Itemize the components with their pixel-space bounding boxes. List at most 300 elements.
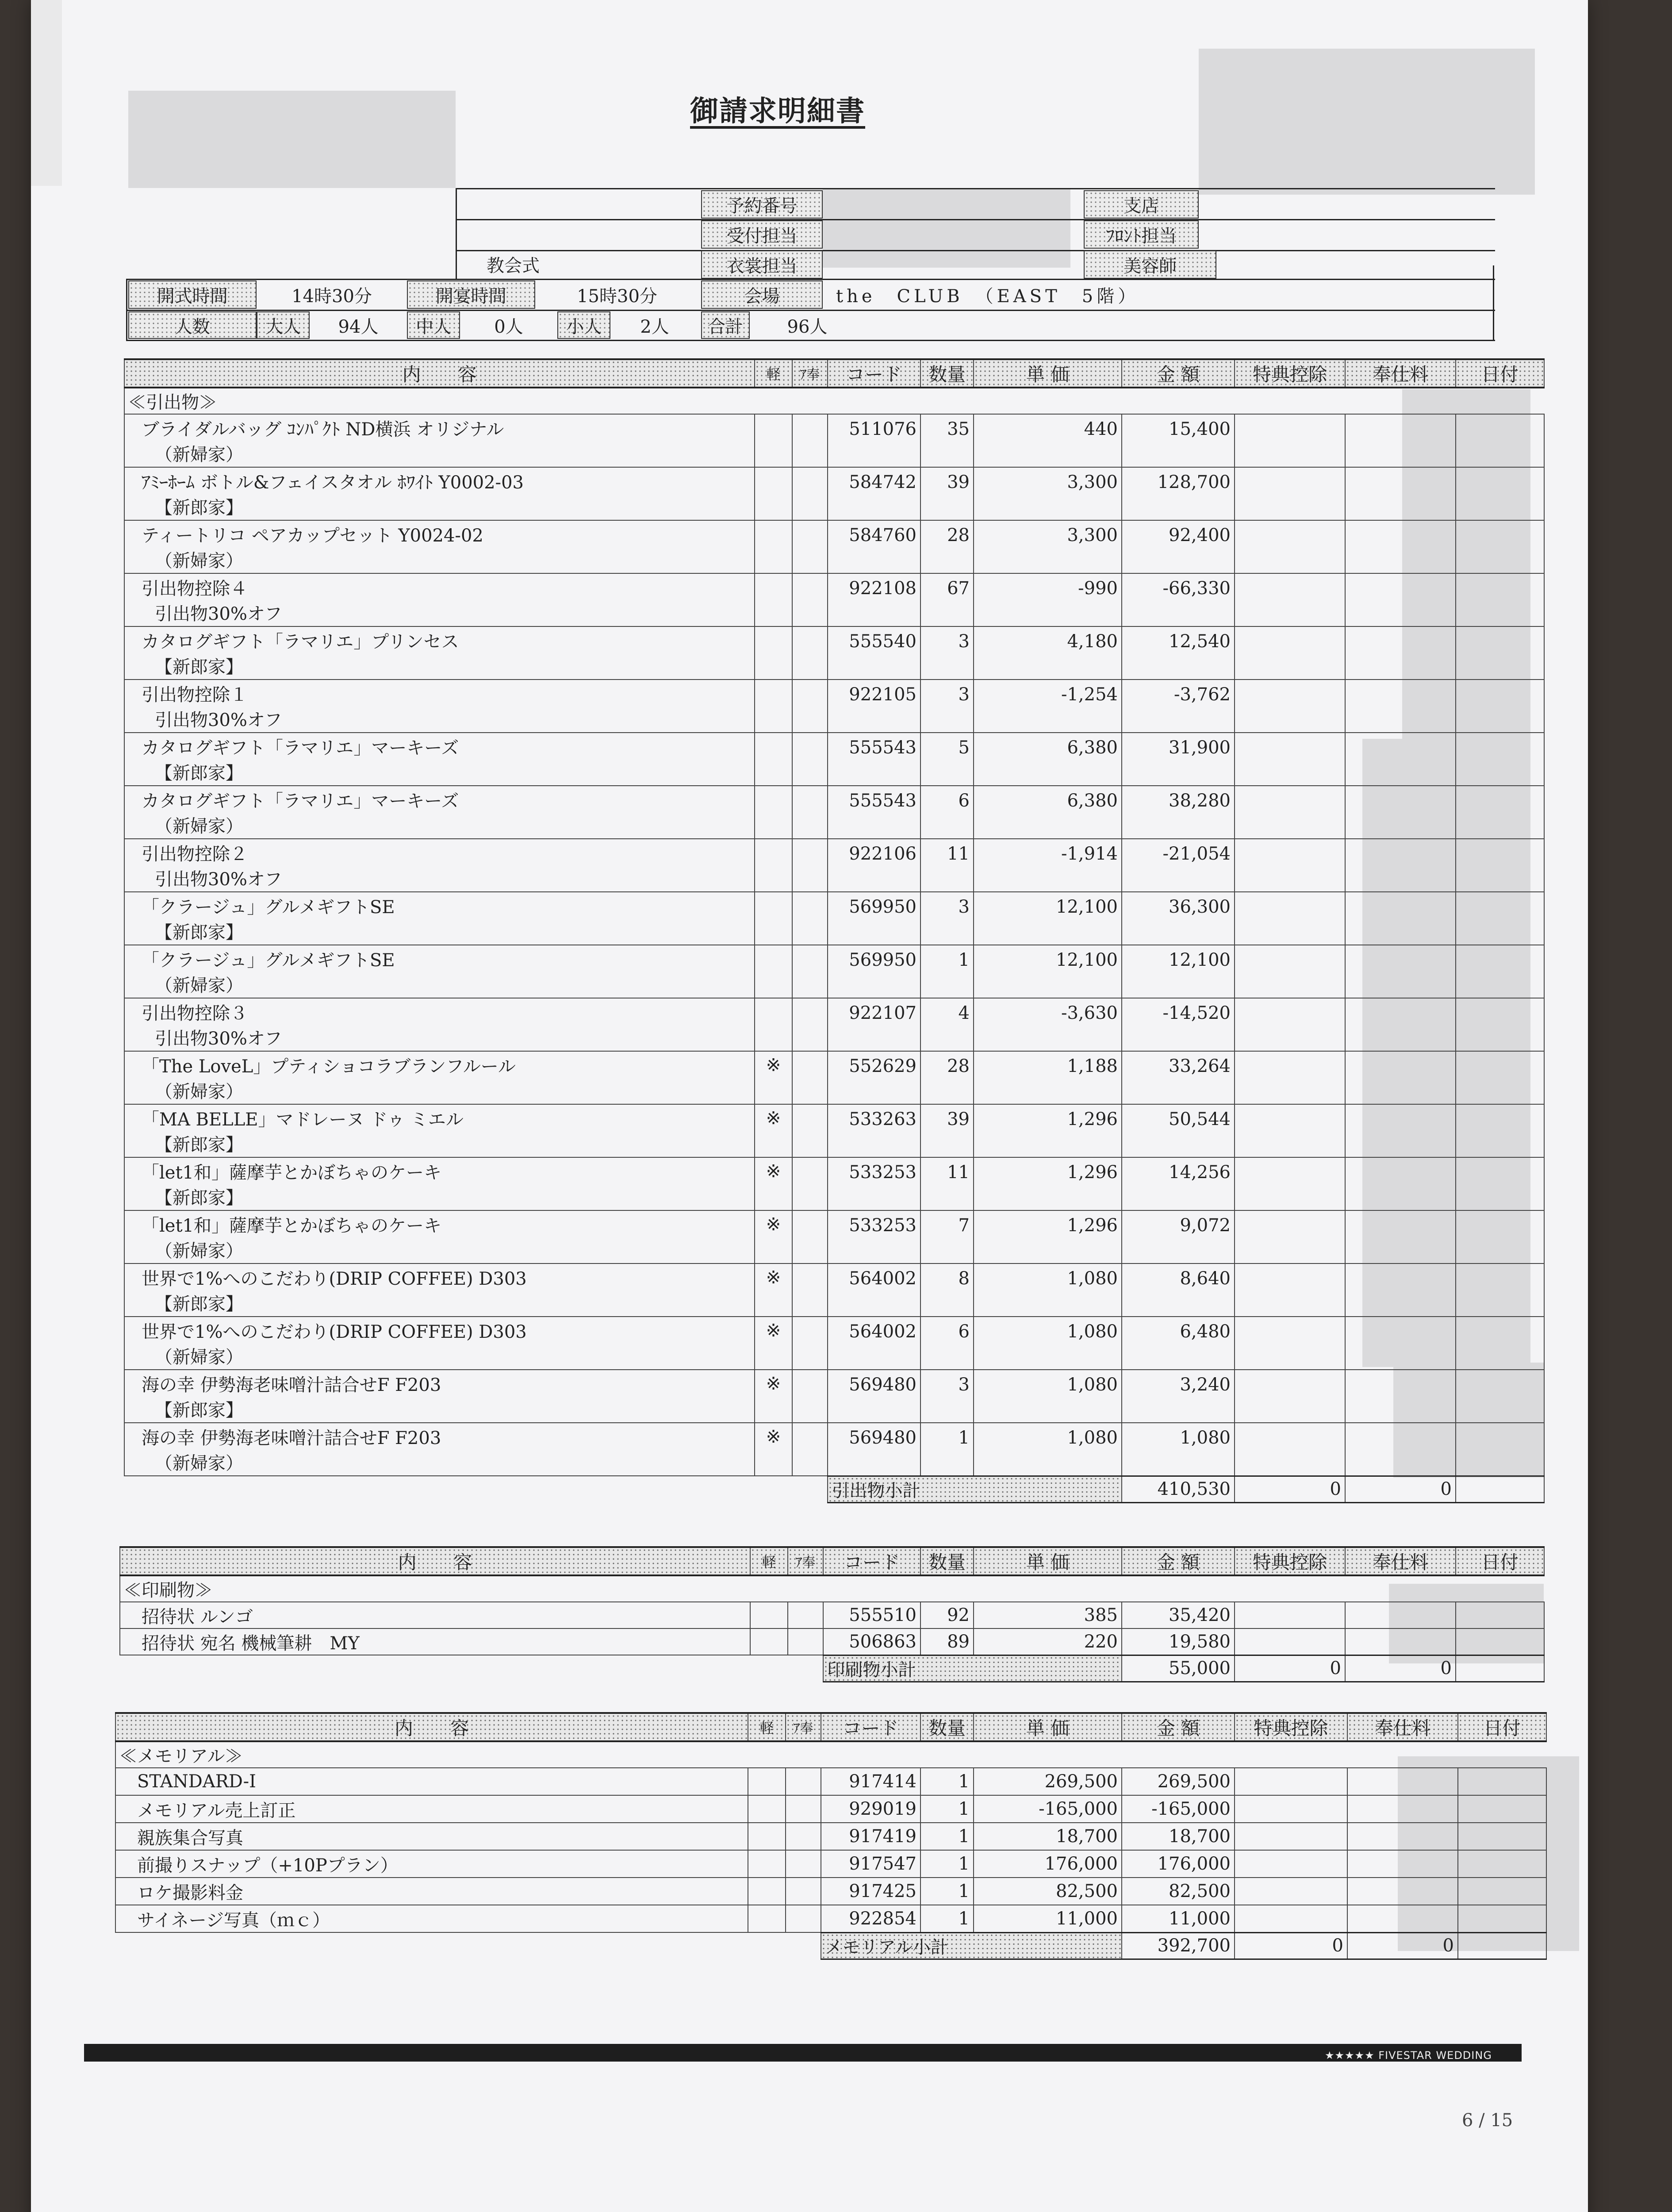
item-qty: 11	[920, 1157, 974, 1210]
item-ho	[786, 1905, 821, 1932]
item-code: 569950	[828, 892, 920, 945]
branch-label: 支店	[1084, 190, 1199, 219]
table-header-row	[120, 1547, 1544, 1575]
item-benefit	[1235, 1317, 1345, 1370]
item-amount: -21,054	[1122, 839, 1235, 892]
col-price: 単 価	[974, 359, 1122, 388]
item-ho	[792, 573, 828, 626]
item-benefit	[1235, 1823, 1347, 1850]
item-mark: ※	[755, 1157, 792, 1210]
col-date: 日付	[1456, 359, 1544, 388]
item-recipient: 【新郎家】	[155, 763, 243, 783]
item-name: 「MA BELLE」マドレーヌ ドゥ ミエル	[142, 1110, 464, 1130]
item-amount: 82,500	[1122, 1878, 1235, 1905]
item-name-cell	[124, 1263, 755, 1317]
item-recipient: 引出物30%オフ	[155, 869, 282, 890]
item-name-cell	[124, 892, 755, 945]
item-name: ｱﾐｰﾎｰﾑ ボトル&フェイスタオル ﾎﾜｲﾄ Y0002-03	[142, 472, 524, 493]
item-benefit	[1235, 1905, 1347, 1932]
item-name: 引出物控除３	[142, 1003, 248, 1024]
item-date	[1458, 1850, 1546, 1878]
item-recipient: 引出物30%オフ	[155, 710, 282, 730]
item-recipient: 【新郎家】	[155, 498, 243, 518]
col-code: コード	[823, 1547, 920, 1575]
item-service	[1345, 1628, 1456, 1655]
item-date	[1456, 1263, 1544, 1317]
subtotal-date	[1456, 1655, 1544, 1682]
middle-count: 0人	[494, 316, 523, 337]
category-label: ≪印刷物≫	[120, 1575, 1544, 1602]
item-recipient: 【新郎家】	[155, 1400, 243, 1421]
col-price: 単 価	[974, 1713, 1122, 1741]
item-name-cell	[124, 839, 755, 892]
subtotal-spacer	[115, 1932, 821, 1959]
item-benefit	[1235, 1423, 1345, 1476]
item-service	[1345, 1602, 1456, 1628]
item-benefit	[1235, 892, 1345, 945]
col-service: 奉仕料	[1347, 1713, 1458, 1741]
item-qty: 1	[920, 1423, 974, 1476]
item-name: 「let1和」薩摩芋とかぼちゃのケーキ	[142, 1216, 441, 1236]
item-name: 海の幸 伊勢海老味噌汁詰合せF F203	[142, 1375, 441, 1395]
col-amount: 金 額	[1122, 1547, 1235, 1575]
item-benefit	[1235, 1210, 1345, 1263]
item-ho	[786, 1768, 821, 1795]
memorial-table	[115, 1712, 1547, 1960]
item-mark	[755, 892, 792, 945]
col-content: 内 容	[115, 1713, 748, 1741]
table-row	[124, 520, 1544, 573]
item-code: 922854	[821, 1905, 920, 1932]
item-qty: 1	[920, 1878, 974, 1905]
item-date	[1458, 1905, 1546, 1932]
item-date	[1456, 1423, 1544, 1476]
footer-bar	[84, 2044, 1522, 2062]
item-mark	[755, 998, 792, 1051]
item-service	[1347, 1823, 1458, 1850]
item-amount: 3,240	[1122, 1370, 1235, 1423]
item-recipient: 【新郎家】	[155, 1135, 243, 1155]
item-qty: 3	[920, 680, 974, 733]
item-mark	[755, 467, 792, 520]
item-ho	[788, 1628, 823, 1655]
item-recipient: （新婦家）	[155, 1082, 243, 1102]
subtotal-label: メモリアル小計	[821, 1932, 1122, 1959]
item-mark	[748, 1768, 786, 1795]
item-amount: 33,264	[1122, 1051, 1235, 1104]
table-row	[124, 733, 1544, 786]
table-row	[115, 1823, 1546, 1850]
item-mark: ※	[755, 1263, 792, 1317]
item-service	[1345, 1317, 1456, 1370]
reception-staff-label: 受付担当	[701, 220, 823, 249]
table-row	[124, 1157, 1544, 1210]
subtotal-amount: 410,530	[1122, 1476, 1235, 1502]
item-code: 569480	[828, 1423, 920, 1476]
item-date	[1456, 892, 1544, 945]
item-qty: 11	[920, 839, 974, 892]
item-mark	[755, 945, 792, 998]
item-amount: 269,500	[1122, 1768, 1235, 1795]
item-price: -1,254	[974, 680, 1122, 733]
table-row	[120, 1628, 1544, 1655]
subtotal-label: 引出物小計	[828, 1476, 1122, 1502]
table-row	[115, 1905, 1546, 1932]
subtotal-benefit: 0	[1235, 1655, 1345, 1682]
item-price: 385	[974, 1602, 1122, 1628]
item-code: 564002	[828, 1263, 920, 1317]
item-date	[1456, 1157, 1544, 1210]
adult-count: 94人	[338, 316, 379, 337]
table-row	[124, 1370, 1544, 1423]
item-service	[1345, 1423, 1456, 1476]
item-qty: 1	[920, 1905, 974, 1932]
item-name: ブライダルバッグ ｺﾝﾊﾟｸﾄ ND横浜 オリジナル	[142, 419, 504, 440]
subtotal-date	[1458, 1932, 1546, 1959]
subtotal-amount: 55,000	[1122, 1655, 1235, 1682]
item-code: 922105	[828, 680, 920, 733]
item-mark	[755, 414, 792, 467]
item-date	[1456, 1370, 1544, 1423]
item-recipient: （新婦家）	[155, 551, 243, 571]
item-ho	[786, 1878, 821, 1905]
subtotal-service: 0	[1345, 1476, 1456, 1502]
item-service	[1345, 839, 1456, 892]
item-name-cell	[124, 1317, 755, 1370]
subtotal-benefit: 0	[1235, 1932, 1347, 1959]
people-label: 人数	[128, 311, 257, 339]
item-name-cell	[115, 1823, 748, 1850]
item-name: サイネージ写真（ｍｃ）	[137, 1910, 330, 1931]
item-qty: 1	[920, 1795, 974, 1823]
item-ho	[792, 1104, 828, 1157]
item-qty: 3	[920, 626, 974, 680]
item-code: 533253	[828, 1210, 920, 1263]
item-recipient: （新婦家）	[155, 445, 243, 465]
item-code: 917414	[821, 1768, 920, 1795]
item-code: 917419	[821, 1823, 920, 1850]
item-benefit	[1235, 1263, 1345, 1317]
item-date	[1456, 467, 1544, 520]
item-name-cell	[120, 1628, 750, 1655]
item-benefit	[1235, 733, 1345, 786]
item-code: 555543	[828, 733, 920, 786]
category-label: ≪メモリアル≫	[115, 1741, 1546, 1768]
banquet-time-value: 15時30分	[577, 286, 657, 307]
item-service	[1347, 1850, 1458, 1878]
item-date	[1456, 733, 1544, 786]
ceremony-type: 教会式	[487, 256, 540, 276]
item-qty: 28	[920, 1051, 974, 1104]
item-amount: -66,330	[1122, 573, 1235, 626]
ceremony-time-value: 14時30分	[291, 286, 372, 307]
item-service	[1347, 1878, 1458, 1905]
item-name: 招待状 宛名 機械筆耕 MY	[142, 1633, 360, 1654]
item-price: 12,100	[974, 892, 1122, 945]
item-mark: ※	[755, 1317, 792, 1370]
item-date	[1456, 945, 1544, 998]
item-amount: 92,400	[1122, 520, 1235, 573]
child-count: 2人	[640, 316, 669, 337]
item-price: 440	[974, 414, 1122, 467]
item-name-cell	[124, 680, 755, 733]
item-service	[1345, 414, 1456, 467]
item-name-cell	[115, 1878, 748, 1905]
item-ho	[792, 945, 828, 998]
item-mark	[748, 1905, 786, 1932]
item-service	[1345, 998, 1456, 1051]
item-recipient: （新婦家）	[155, 1347, 243, 1367]
item-amount: 50,544	[1122, 1104, 1235, 1157]
item-name: 「let1和」薩摩芋とかぼちゃのケーキ	[142, 1163, 441, 1183]
col-date: 日付	[1456, 1547, 1544, 1575]
item-benefit	[1235, 573, 1345, 626]
item-service	[1347, 1795, 1458, 1823]
item-price: 1,296	[974, 1157, 1122, 1210]
subtotal-amount: 392,700	[1122, 1932, 1235, 1959]
col-content: 内 容	[124, 359, 755, 388]
item-date	[1456, 1317, 1544, 1370]
item-name-cell	[124, 520, 755, 573]
item-qty: 1	[920, 1768, 974, 1795]
item-name: ティートリコ ペアカップセット Y0024-02	[142, 526, 483, 546]
item-benefit	[1235, 1878, 1347, 1905]
table-row	[124, 1051, 1544, 1104]
item-code: 922107	[828, 998, 920, 1051]
item-name: ロケ撮影料金	[137, 1882, 243, 1903]
item-price: 1,080	[974, 1370, 1122, 1423]
item-mark: ※	[755, 1104, 792, 1157]
item-name-cell	[115, 1768, 748, 1795]
item-code: 922108	[828, 573, 920, 626]
item-benefit	[1235, 1157, 1345, 1210]
table-row	[124, 1263, 1544, 1317]
item-name: 引出物控除４	[142, 579, 248, 599]
item-amount: 12,540	[1122, 626, 1235, 680]
table-row	[124, 573, 1544, 626]
col-service: 奉仕料	[1345, 359, 1456, 388]
item-date	[1456, 1602, 1544, 1628]
table-row	[124, 1423, 1544, 1476]
item-benefit	[1235, 1370, 1345, 1423]
table-row	[124, 998, 1544, 1051]
category-row	[124, 388, 1544, 414]
item-service	[1345, 467, 1456, 520]
redaction-block	[823, 188, 1070, 268]
item-service	[1345, 892, 1456, 945]
item-recipient: 【新郎家】	[155, 1294, 243, 1314]
item-name-cell	[124, 1210, 755, 1263]
subtotal-row	[115, 1932, 1546, 1959]
item-name: 引出物控除１	[142, 685, 248, 705]
subtotal-row	[120, 1655, 1544, 1682]
item-mark	[755, 573, 792, 626]
item-benefit	[1235, 626, 1345, 680]
subtotal-spacer	[124, 1476, 828, 1502]
item-ho	[792, 1263, 828, 1317]
item-recipient: （新婦家）	[155, 975, 243, 996]
item-name-cell	[124, 733, 755, 786]
item-price: 1,188	[974, 1051, 1122, 1104]
item-mark	[755, 839, 792, 892]
item-date	[1456, 786, 1544, 839]
item-mark	[748, 1795, 786, 1823]
subtotal-service: 0	[1345, 1655, 1456, 1682]
item-name-cell	[124, 1370, 755, 1423]
item-date	[1458, 1823, 1546, 1850]
item-name: 引出物控除２	[142, 844, 248, 864]
item-amount: 12,100	[1122, 945, 1235, 998]
item-ho	[792, 626, 828, 680]
item-date	[1458, 1768, 1546, 1795]
item-amount: 14,256	[1122, 1157, 1235, 1210]
item-name: 海の幸 伊勢海老味噌汁詰合せF F203	[142, 1428, 441, 1448]
item-name: カタログギフト「ラマリエ」マーキーズ	[142, 738, 459, 758]
item-price: 1,080	[974, 1263, 1122, 1317]
item-amount: -3,762	[1122, 680, 1235, 733]
item-benefit	[1235, 998, 1345, 1051]
item-mark	[755, 520, 792, 573]
redaction-block	[128, 91, 456, 188]
item-qty: 39	[920, 1104, 974, 1157]
item-qty: 92	[920, 1602, 974, 1628]
item-name-cell	[115, 1795, 748, 1823]
subtotal-service: 0	[1347, 1932, 1458, 1959]
item-ho	[792, 892, 828, 945]
table-row	[124, 680, 1544, 733]
table-row	[124, 467, 1544, 520]
item-code: 564002	[828, 1317, 920, 1370]
item-date	[1458, 1878, 1546, 1905]
item-mark	[755, 733, 792, 786]
item-ho	[792, 1317, 828, 1370]
category-label: ≪引出物≫	[124, 388, 1544, 414]
item-amount: 8,640	[1122, 1263, 1235, 1317]
item-recipient: 引出物30%オフ	[155, 1029, 282, 1049]
col-qty: 数量	[920, 1547, 974, 1575]
item-name-cell	[124, 1104, 755, 1157]
item-date	[1456, 1210, 1544, 1263]
item-ho	[792, 839, 828, 892]
item-price: -990	[974, 573, 1122, 626]
col-kei: 軽	[748, 1713, 786, 1741]
item-mark	[755, 680, 792, 733]
item-mark	[755, 786, 792, 839]
item-amount: 18,700	[1122, 1823, 1235, 1850]
subtotal-date	[1456, 1476, 1544, 1502]
item-date	[1456, 1051, 1544, 1104]
item-name: カタログギフト「ラマリエ」マーキーズ	[142, 791, 459, 811]
item-qty: 6	[920, 786, 974, 839]
item-name-cell	[124, 1051, 755, 1104]
item-ho	[792, 1370, 828, 1423]
venue-label: 会場	[701, 280, 823, 309]
item-code: 506863	[823, 1628, 920, 1655]
item-qty: 1	[920, 945, 974, 998]
front-staff-label: ﾌﾛﾝﾄ担当	[1084, 220, 1199, 249]
item-name: 親族集合写真	[137, 1828, 243, 1848]
item-ho	[792, 520, 828, 573]
item-name-cell	[124, 414, 755, 467]
item-benefit	[1235, 1628, 1345, 1655]
item-date	[1456, 414, 1544, 467]
item-price: 18,700	[974, 1823, 1122, 1850]
item-amount: 1,080	[1122, 1423, 1235, 1476]
brand-logo: ★★★★★ FIVESTAR WEDDING	[1325, 2049, 1492, 2062]
table-row	[124, 892, 1544, 945]
item-mark: ※	[755, 1051, 792, 1104]
item-code: 584742	[828, 467, 920, 520]
item-benefit	[1235, 1051, 1345, 1104]
item-amount: 6,480	[1122, 1317, 1235, 1370]
subtotal-spacer	[120, 1655, 823, 1682]
table-row	[124, 626, 1544, 680]
item-qty: 6	[920, 1317, 974, 1370]
item-amount: 15,400	[1122, 414, 1235, 467]
item-benefit	[1235, 467, 1345, 520]
item-date	[1456, 520, 1544, 573]
item-price: 82,500	[974, 1878, 1122, 1905]
item-price: 269,500	[974, 1768, 1122, 1795]
item-date	[1456, 998, 1544, 1051]
item-date	[1458, 1795, 1546, 1823]
item-price: 1,080	[974, 1423, 1122, 1476]
costume-staff-label: 衣裳担当	[701, 250, 823, 279]
item-qty: 67	[920, 573, 974, 626]
item-qty: 5	[920, 733, 974, 786]
item-mark	[755, 626, 792, 680]
item-benefit	[1235, 945, 1345, 998]
printed-table	[119, 1546, 1545, 1682]
item-ho	[786, 1850, 821, 1878]
item-code: 917425	[821, 1878, 920, 1905]
item-service	[1345, 786, 1456, 839]
item-benefit	[1235, 839, 1345, 892]
item-benefit	[1235, 1602, 1345, 1628]
total-count: 96人	[787, 316, 828, 337]
item-name-cell	[124, 626, 755, 680]
item-mark	[748, 1850, 786, 1878]
item-name: 「The LoveL」プティショコラブランフルール	[142, 1056, 516, 1077]
item-service	[1345, 1104, 1456, 1157]
item-benefit	[1235, 1768, 1347, 1795]
item-recipient: （新婦家）	[155, 816, 243, 837]
reservation-number-label: 予約番号	[701, 190, 823, 219]
item-qty: 1	[920, 1850, 974, 1878]
item-price: -3,630	[974, 998, 1122, 1051]
col-benefit: 特典控除	[1235, 1713, 1347, 1741]
item-price: 3,300	[974, 520, 1122, 573]
item-qty: 1	[920, 1823, 974, 1850]
item-ho	[792, 1051, 828, 1104]
item-amount: -165,000	[1122, 1795, 1235, 1823]
item-name: 「クラージュ」グルメギフトSE	[142, 950, 395, 971]
item-benefit	[1235, 1795, 1347, 1823]
category-row	[120, 1575, 1544, 1602]
item-ho	[792, 1210, 828, 1263]
item-name-cell	[124, 786, 755, 839]
adult-label: 大人	[257, 311, 310, 339]
table-row	[124, 414, 1544, 467]
item-price: 176,000	[974, 1850, 1122, 1878]
col-code: コード	[821, 1713, 920, 1741]
item-qty: 4	[920, 998, 974, 1051]
item-mark	[748, 1823, 786, 1850]
item-amount: -14,520	[1122, 998, 1235, 1051]
item-name: メモリアル売上訂正	[137, 1800, 296, 1821]
item-price: 1,296	[974, 1104, 1122, 1157]
item-date	[1456, 839, 1544, 892]
